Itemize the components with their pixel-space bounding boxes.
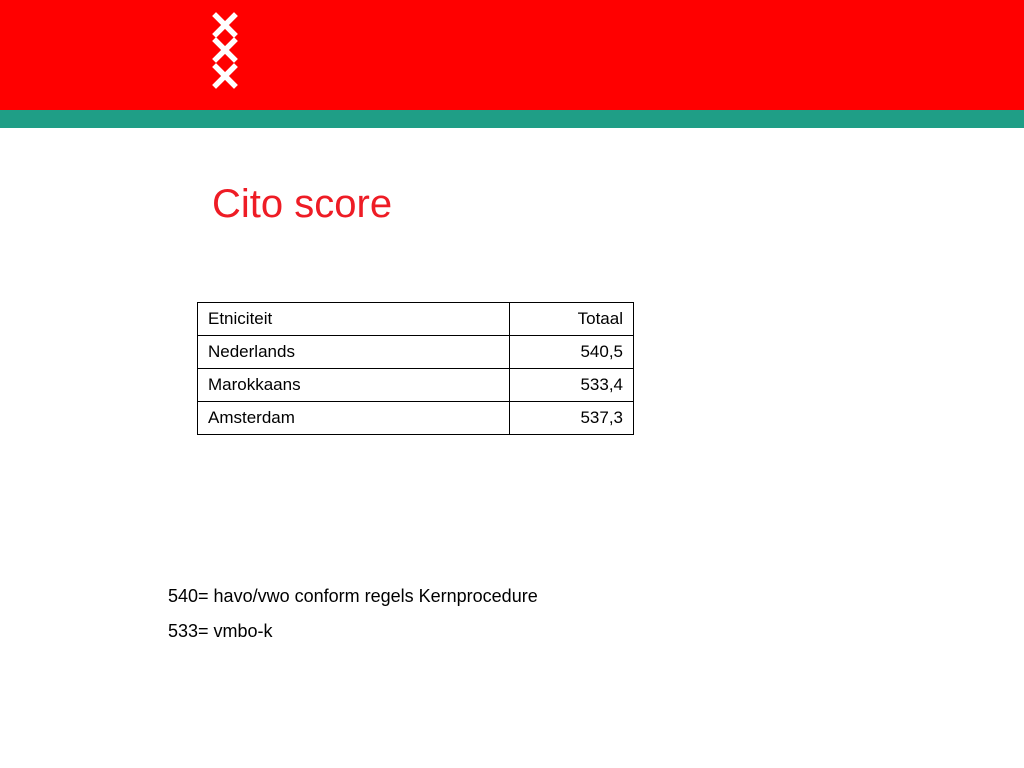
table-row <box>198 402 634 435</box>
note-vmbo-k: 533= vmbo-k <box>168 621 273 641</box>
row-label: Amsterdam <box>198 402 510 435</box>
header-band <box>0 0 1024 110</box>
row-value: 537,3 <box>510 402 634 435</box>
header-cell-etniciteit: Etniciteit <box>198 303 510 336</box>
row-label: Marokkaans <box>198 369 510 402</box>
table-header-row <box>198 303 634 336</box>
table-row <box>198 336 634 369</box>
row-value: 540,5 <box>510 336 634 369</box>
header-cell-totaal: Totaal <box>510 303 634 336</box>
page-title: Cito score <box>212 182 393 226</box>
three-x-crosses-icon <box>207 10 243 90</box>
table-row <box>198 369 634 402</box>
row-label: Nederlands <box>198 336 510 369</box>
note-havo-vwo: 540= havo/vwo conform regels Kernprocedure <box>168 586 538 606</box>
cito-score-table <box>197 302 634 435</box>
header-stripe <box>0 110 1024 128</box>
row-value: 533,4 <box>510 369 634 402</box>
